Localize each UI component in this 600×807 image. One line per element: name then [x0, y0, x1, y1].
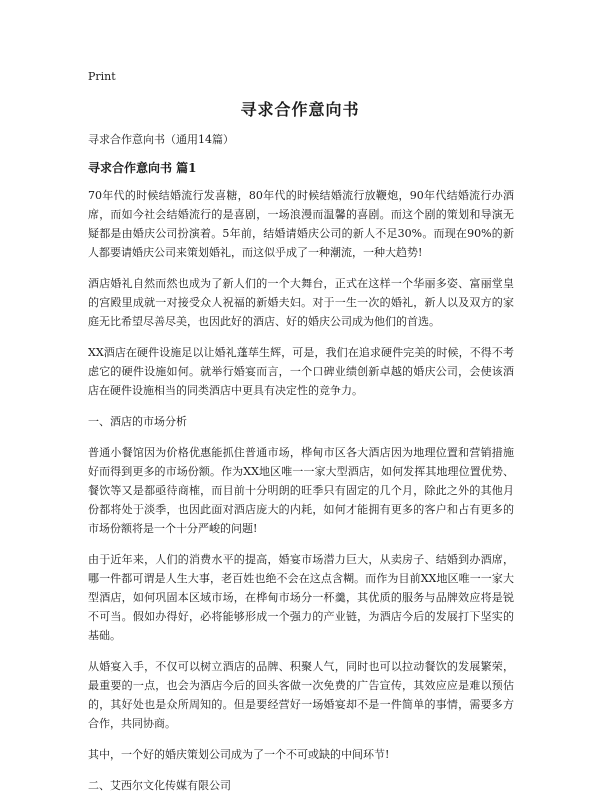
- paragraph: 70年代的时候结婚流行发喜糖，80年代的时候结婚流行放鞭炮，90年代结婚流行办酒席，而如今社会结婚流行的是喜剧，一场浪漫而温馨的喜剧。而这个剧的策划和导演无疑都是由婚庆公司扮演着。5年前，结婚请婚庆公司的新人不足30%。而现在90%的新人都要请婚庆公司来策划婚礼，而这似乎成了一种潮流，一种大趋势!: [88, 189, 514, 259]
- paragraph: XX酒店在硬件设施足以让婚礼蓬荜生辉，可是，我们在追求硬件完美的时候，不得不考虑它的硬件设施如何。就举行婚宴而言，一个口碑业绩创新卓越的婚庆公司，会使该酒店在硬件设施相当的同类酒店中更具有决定性的竞争力。: [88, 346, 514, 397]
- section-heading: 寻求合作意向书 篇1: [88, 161, 197, 175]
- page-title: 寻求合作意向书: [240, 100, 360, 119]
- document-subtitle: 寻求合作意向书（通用14篇）: [88, 133, 234, 146]
- paragraph: 由于近年来，人们的消费水平的提高，婚宴市场潜力巨大，从卖房子、结婚到办酒席，哪一件都可谓是人生大事，老百姓也绝不会在这点含糊。而作为目前XX地区唯一一家大型酒店，如何巩固本区域市场，在桦甸市场分一杯羹，其优质的服务与品牌效应将是锐不可当。假如办得好，必将能够形成一个强力的产业链，为酒店今后的发展打下坚实的基础。: [88, 553, 514, 642]
- print-label: Print: [88, 70, 116, 83]
- paragraph: 其中，一个好的婚庆策划公司成为了一个不可或缺的中间环节!: [88, 748, 390, 761]
- document-body: [88, 130, 514, 807]
- subsection-heading: 一、酒店的市场分析: [88, 415, 187, 428]
- paragraph: 酒店婚礼自然而然也成为了新人们的一个大舞台，正式在这样一个华丽多姿、富丽堂皇的宫殿里成就一对接受众人祝福的新婚夫妇。对于一生一次的婚礼，新人以及双方的家庭无比希望尽善尽美，也因此好的酒店、好的婚庆公司成为他们的首选。: [88, 277, 514, 328]
- subsection-heading: 二、艾西尔文化传媒有限公司: [88, 779, 231, 792]
- paragraph: 普通小餐馆因为价格优惠能抓住普通市场，桦甸市区各大酒店因为地理位置和营销措施好而得到更多的市场份额。作为XX地区唯一一家大型酒店，如何发挥其地理位置优势、餐饮等又是都亟待商榷，而目前十分明朗的旺季只有固定的几个月，除此之外的其他月份都将处于淡季，也因此面对酒店庞大的内耗，如何才能拥有更多的客户和占有更多的市场份额将是一个十分严峻的问题!: [88, 446, 514, 535]
- paragraph: 从婚宴入手，不仅可以树立酒店的品牌、积聚人气，同时也可以拉动餐饮的发展繁荣，最重要的一点，也会为酒店今后的回头客做一次免费的广告宣传，其效应应是难以预估的，其好处也是众所周知的。但是要经营好一场婚宴却不是一件简单的事情，需要多方合作，共同协商。: [88, 660, 514, 730]
